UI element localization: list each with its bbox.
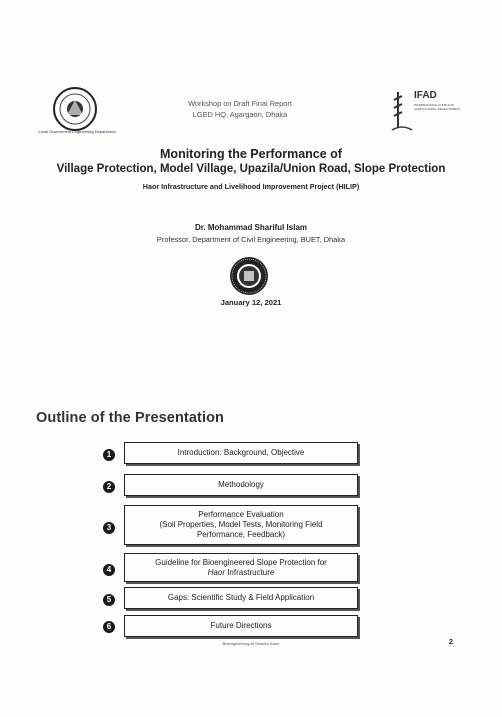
outline-item-guideline — [124, 553, 358, 582]
title-line-1: Monitoring the Performance of — [160, 147, 342, 161]
buet-logo — [229, 256, 269, 296]
item-number-2: 2 — [103, 481, 115, 493]
workshop-line-2: LGED HQ, Agargaon, Dhaka — [192, 110, 288, 119]
lged-label: Local Government Engineering Department — [38, 129, 116, 134]
workshop-line-1: Workshop on Draft Final Report — [188, 99, 292, 108]
item-3-line-1: Performance Evaluation — [198, 510, 284, 519]
item-3-line-3: Performance, Feedback) — [196, 530, 286, 539]
item-number-6: 6 — [103, 621, 115, 633]
item-number-4: 4 — [103, 564, 115, 576]
item-4-italic: Haor — [207, 567, 225, 577]
footer-text: Bioengineering-M Shariful Islam — [222, 641, 280, 646]
page-number: 2 — [449, 639, 453, 646]
title-line-2: Village Protection, Model Village, Upazila/Union Road, Slope Protection — [56, 163, 446, 175]
item-4-line-1: Guideline for Bioengineered Slope Protection for — [155, 557, 327, 567]
ifad-label: IFAD — [414, 90, 437, 101]
author-affiliation: Professor, Department of Civil Engineering, BUET, Dhaka — [156, 235, 346, 244]
outline-item-introduction: Introduction: Background, Objective — [124, 442, 358, 464]
outline-heading: Outline of the Presentation — [36, 410, 224, 426]
item-number-5: 5 — [103, 594, 115, 606]
item-4-rest: Infrastructure — [224, 567, 275, 577]
project-name: Haor Infrastructure and Livelihood Improvement Project (HILIP) — [142, 182, 360, 191]
item-4-line-2 — [208, 568, 275, 578]
ifad-subtitle: INTERNATIONAL FUND FOR AGRICULTURAL DEVELOPMENT — [414, 103, 461, 111]
presentation-date: January 12, 2021 — [220, 298, 282, 307]
outline-item-future-directions: Future Directions — [124, 615, 358, 637]
item-3-line-2: (Soil Properties, Model Tests, Monitoring Field — [159, 520, 323, 529]
outline-item-performance-evaluation — [124, 505, 358, 545]
author-name: Dr. Mohammad Shariful Islam — [194, 223, 308, 232]
item-number-1: 1 — [103, 449, 115, 461]
outline-item-gaps: Gaps: Scientific Study & Field Application — [124, 587, 358, 609]
item-number-3: 3 — [103, 522, 115, 534]
outline-item-methodology: Methodology — [124, 474, 358, 496]
workshop-info — [120, 98, 360, 120]
lged-logo — [52, 86, 98, 132]
